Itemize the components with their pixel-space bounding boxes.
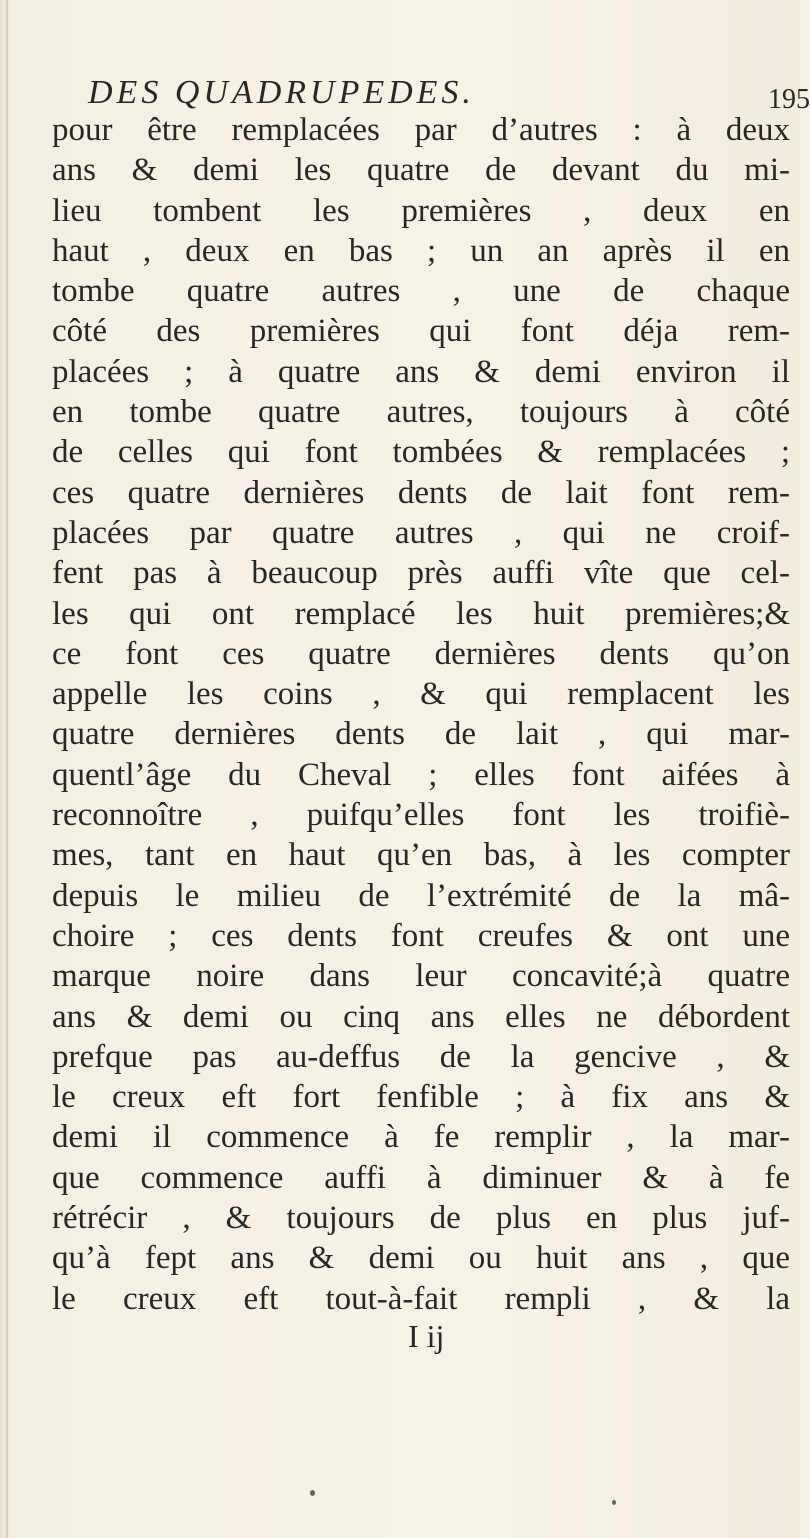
text-line: reconnoître , puifqu’elles font les troifiè-: [52, 797, 790, 834]
text-line: tombe quatre autres , une de chaque: [52, 273, 790, 310]
text-line: que commence auffi à diminuer & à fe: [52, 1159, 790, 1196]
ink-speck: [310, 1490, 315, 1496]
text-line: le creux eft tout-à-fait rempli , & la: [52, 1280, 790, 1317]
text-line: côté des premières qui font déja rem-: [52, 313, 790, 350]
ink-speck: [612, 1500, 616, 1505]
text-line: ans & demi les quatre de devant du mi-: [52, 152, 790, 189]
text-line: qu’à fept ans & demi ou huit ans , que: [52, 1240, 790, 1277]
text-line: lieu tombent les premières , deux en: [52, 192, 790, 229]
text-line: demi il commence à fe remplir , la mar-: [52, 1119, 790, 1156]
text-line: de celles qui font tombées & remplacées ;: [52, 434, 790, 471]
text-line: quentl’âge du Cheval ; elles font aifées à: [52, 756, 790, 793]
text-line: rétrécir , & toujours de plus en plus juf-: [52, 1200, 790, 1237]
text-line: marque noire dans leur concavité;à quatre: [52, 958, 790, 995]
text-line: appelle les coins , & qui remplacent les: [52, 676, 790, 713]
text-line: le creux eft fort fenfible ; à fix ans &: [52, 1079, 790, 1116]
text-line: prefque pas au-deffus de la gencive , &: [52, 1038, 790, 1075]
running-title: DES QUADRUPEDES.: [88, 74, 475, 111]
text-line: haut , deux en bas ; un an après il en: [52, 232, 790, 269]
text-line: choire ; ces dents font creufes & ont une: [52, 917, 790, 954]
body-text: [52, 110, 792, 1319]
text-line: les qui ont remplacé les huit premières;&: [52, 595, 790, 632]
text-line: fent pas à beaucoup près auffi vîte que cel-: [52, 555, 790, 592]
text-line: placées par quatre autres , qui ne croif-: [52, 514, 790, 551]
text-line: mes, tant en haut qu’en bas, à les compter: [52, 837, 790, 874]
text-line: en tombe quatre autres, toujours à côté: [52, 394, 790, 431]
page-number: 195: [768, 84, 810, 115]
text-line: placées ; à quatre ans & demi environ il: [52, 353, 790, 390]
text-line: pour être remplacées par d’autres : à deux: [52, 112, 790, 148]
text-line: ces quatre dernières dents de lait font rem-: [52, 474, 790, 511]
gutter-edge: [6, 0, 8, 1538]
signature-mark: I ij: [408, 1318, 445, 1354]
text-line: ans & demi ou cinq ans elles ne débordent: [52, 998, 790, 1035]
text-line: depuis le milieu de l’extrémité de la mâ-: [52, 877, 790, 914]
text-line: ce font ces quatre dernières dents qu’on: [52, 635, 790, 672]
text-line: quatre dernières dents de lait , qui mar-: [52, 716, 790, 753]
